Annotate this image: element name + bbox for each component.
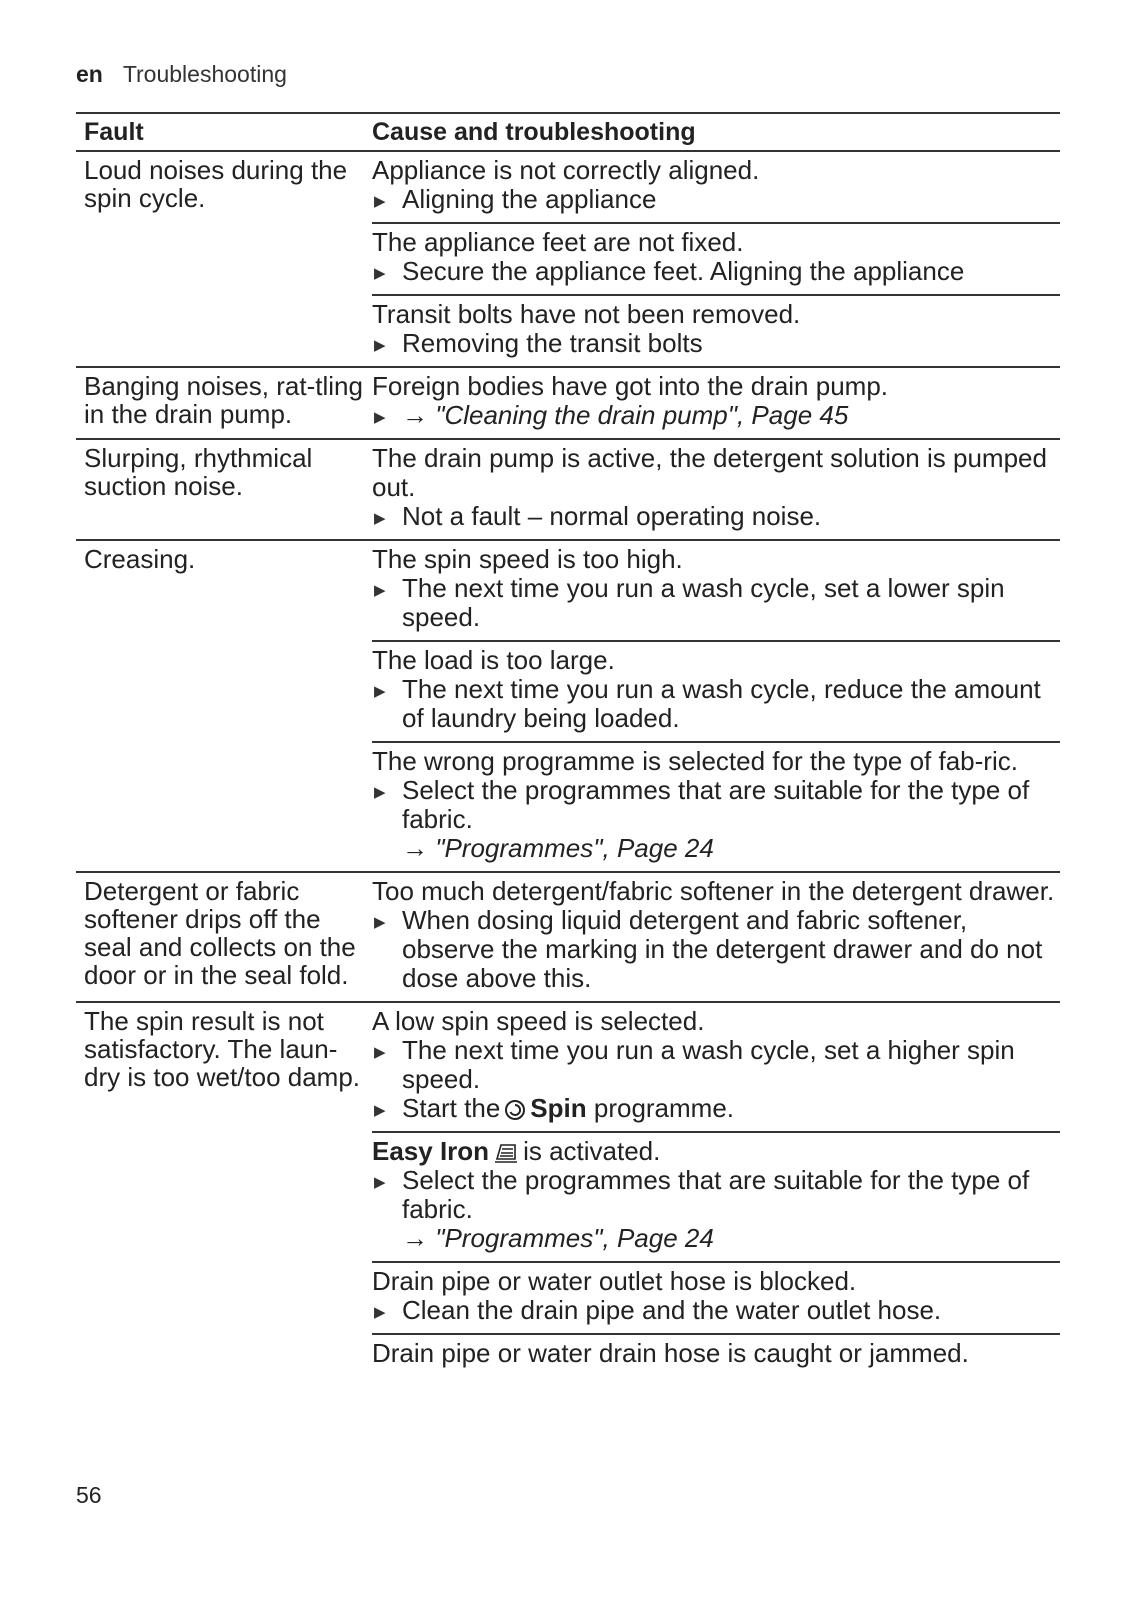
causes-cell [372, 1003, 1060, 1376]
triangle-bullet-icon: ▶ [374, 914, 386, 931]
table-row [76, 152, 1060, 368]
action-item [372, 574, 1060, 632]
triangle-bullet-icon: ▶ [374, 582, 386, 599]
causes-cell [372, 541, 1060, 871]
triangle-bullet-icon: ▶ [374, 193, 386, 210]
action-item [372, 1094, 1060, 1123]
action-item [372, 675, 1060, 733]
troubleshooting-table [76, 112, 1060, 1376]
cause-column-header: Cause and troubleshooting [372, 118, 696, 146]
cause-text [372, 1137, 1060, 1166]
cause-text: The wrong programme is selected for the type of fab-ric. [372, 746, 1018, 776]
triangle-bullet-icon: ▶ [374, 1304, 386, 1321]
action-text: programme. [593, 1093, 735, 1123]
section-title: Troubleshooting [122, 61, 287, 87]
triangle-bullet-icon: ▶ [374, 1174, 386, 1191]
action-item [372, 1166, 1060, 1224]
triangle-bullet-icon: ▶ [374, 510, 386, 527]
causes-cell [372, 152, 1060, 366]
cross-reference-link[interactable]: → "Programmes", Page 24 [402, 1223, 714, 1253]
table-row [76, 873, 1060, 1003]
fault-cell: Banging noises, rat-tling in the drain pump. [84, 371, 363, 429]
cross-reference-link[interactable]: → "Programmes", Page 24 [402, 833, 714, 863]
action-text: Not a fault – normal operating noise. [402, 501, 822, 531]
table-row [76, 440, 1060, 541]
page-header [76, 60, 287, 88]
action-item [372, 502, 1060, 531]
triangle-bullet-icon: ▶ [374, 683, 386, 700]
cause-block [372, 224, 1060, 296]
cause-text: Transit bolts have not been removed. [372, 299, 801, 329]
cross-reference-link[interactable]: → "Cleaning the drain pump", Page 45 [402, 400, 849, 430]
action-item [372, 776, 1060, 834]
action-text: When dosing liquid detergent and fabric softener, observe the marking in the detergent drawer and do not dose above this. [402, 905, 1043, 993]
cause-block [372, 541, 1060, 642]
cause-text: The drain pump is active, the detergent solution is pumped out. [372, 443, 1047, 502]
cause-block [372, 368, 1060, 438]
cause-block [372, 642, 1060, 743]
language-code: en [76, 61, 103, 87]
action-text: Start the [402, 1093, 501, 1123]
action-text: Select the programmes that are suitable for the type of fabric. [402, 775, 1030, 834]
action-item [372, 185, 1060, 214]
fault-cell: Creasing. [84, 544, 196, 574]
action-item [372, 329, 1060, 358]
action-text: Select the programmes that are suitable for the type of fabric. [402, 1165, 1030, 1224]
easy-iron-label: Easy Iron [372, 1136, 490, 1166]
action-text: The next time you run a wash cycle, set a higher spin speed. [402, 1035, 1015, 1094]
cause-text: Foreign bodies have got into the drain pump. [372, 371, 889, 401]
cause-block [372, 440, 1060, 539]
cause-text: The load is too large. [372, 645, 615, 675]
easy-iron-post: is activated. [523, 1136, 661, 1166]
action-item [372, 1296, 1060, 1325]
action-text: The next time you run a wash cycle, set a lower spin speed. [402, 573, 1005, 632]
action-item [372, 1036, 1060, 1094]
spin-icon [504, 1099, 526, 1121]
table-row [76, 1003, 1060, 1376]
fault-cell: Loud noises during the spin cycle. [84, 155, 348, 213]
triangle-bullet-icon: ▶ [374, 337, 386, 354]
triangle-bullet-icon: ▶ [374, 409, 386, 426]
cause-text: Drain pipe or water outlet hose is blocked. [372, 1266, 857, 1296]
action-text: Aligning the appliance [402, 184, 657, 214]
fault-cell: Slurping, rhythmical suction noise. [84, 443, 313, 501]
causes-cell [372, 440, 1060, 539]
action-text: Secure the appliance feet. Aligning the appliance [402, 256, 965, 286]
cause-block [372, 1263, 1060, 1335]
cause-block [372, 1133, 1060, 1263]
action-item [372, 906, 1060, 993]
cause-text: The appliance feet are not fixed. [372, 227, 744, 257]
triangle-bullet-icon: ▶ [374, 265, 386, 282]
cause-block [372, 1335, 1060, 1376]
cause-text: Appliance is not correctly aligned. [372, 155, 760, 185]
cause-block [372, 743, 1060, 871]
cause-text: The spin speed is too high. [372, 544, 683, 574]
table-row [76, 368, 1060, 440]
spin-programme-label: Spin [530, 1093, 587, 1123]
triangle-bullet-icon: ▶ [374, 1102, 386, 1119]
action-item [372, 257, 1060, 286]
table-row [76, 541, 1060, 873]
causes-cell [372, 873, 1060, 1001]
table-body [76, 152, 1060, 1376]
fault-cell: The spin result is not satisfactory. The laun-dry is too wet/too damp. [84, 1006, 361, 1092]
action-text: The next time you run a wash cycle, reduce the amount of laundry being loaded. [402, 674, 1041, 733]
fault-cell: Detergent or fabric softener drips off the seal and collects on the door or in the seal fold. [84, 876, 356, 990]
fault-column-header: Fault [84, 118, 144, 146]
causes-cell [372, 368, 1060, 438]
triangle-bullet-icon: ▶ [374, 1044, 386, 1061]
cause-block [372, 152, 1060, 224]
cause-text: Too much detergent/fabric softener in the detergent drawer. [372, 876, 1055, 906]
cause-block [372, 1003, 1060, 1133]
cause-text: A low spin speed is selected. [372, 1006, 705, 1036]
cause-block [372, 873, 1060, 1001]
action-item [372, 401, 1060, 430]
table-header [76, 112, 1060, 152]
triangle-bullet-icon: ▶ [374, 784, 386, 801]
cause-text: Drain pipe or water drain hose is caught or jammed. [372, 1338, 969, 1368]
action-text: Clean the drain pipe and the water outlet hose. [402, 1295, 942, 1325]
page-number: 56 [76, 1482, 102, 1508]
action-text: Removing the transit bolts [402, 328, 703, 358]
easy-iron-icon [493, 1141, 519, 1165]
cause-block [372, 296, 1060, 366]
